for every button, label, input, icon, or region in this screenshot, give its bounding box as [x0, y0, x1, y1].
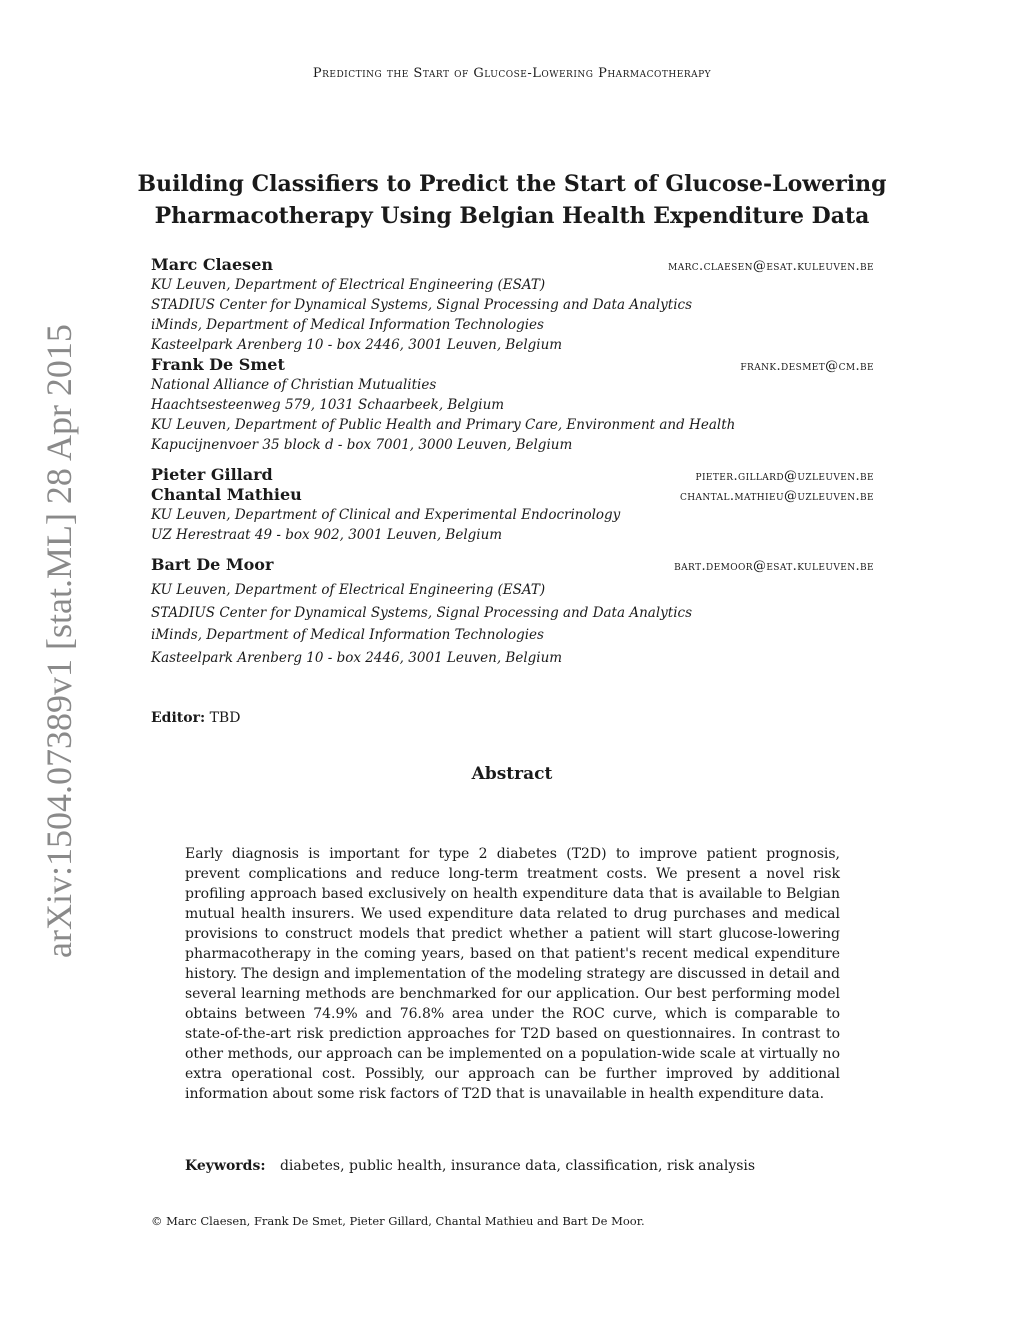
author-row — [151, 465, 874, 485]
abstract-text: Early diagnosis is important for type 2 diabetes (T2D) to improve patient prognosis, prevent complications and reduce long-term treatment costs. We present a novel risk profiling approach based exclusively on health expenditure data that is available to Belgian mutual health insurers. We used expenditure data related to drug purchases and medical provisions to construct models that predict whether a patient will start glucose-lowering pharmacotherapy in the coming years, based on that patient's recent medical expenditure history. The design and implementation of the modeling strategy are discussed in detail and several learning methods are benchmarked for our application. Our best performing model obtains between 74.9% and 76.8% area under the ROC curve, which is comparable to state-of-the-art risk prediction approaches for T2D based on questionnaires. In contrast to other methods, our approach can be implemented on a population-wide scale at virtually no extra operational cost. Possibly, our approach can be further improved by additional information about some risk factors of T2D that is unavailable in health expenditure data. — [185, 846, 840, 1102]
affiliation-line: UZ Herestraat 49 - box 902, 3001 Leuven, Belgium — [151, 527, 503, 543]
author-email[interactable]: marc.claesen@esat.kuleuven.be — [668, 259, 874, 274]
title-line: Pharmacotherapy Using Belgian Health Expenditure Data — [154, 203, 870, 229]
author-email[interactable]: pieter.gillard@uzleuven.be — [695, 469, 874, 484]
affiliation-line: Kasteelpark Arenberg 10 - box 2446, 3001 Leuven, Belgium — [151, 649, 563, 666]
affiliation-line: KU Leuven, Department of Electrical Engineering (ESAT) — [151, 582, 546, 598]
affiliation-line: KU Leuven, Department of Public Health and Primary Care, Environment and Health — [151, 417, 736, 433]
affiliation-line: iMinds, Department of Medical Information Technologies — [151, 627, 544, 643]
arxiv-stamp: arXiv:1504.07389v1 [stat.ML] 28 Apr 2015 — [39, 324, 79, 958]
author-row — [151, 485, 874, 505]
author-row — [151, 555, 874, 579]
copyright-notice: © Marc Claesen, Frank De Smet, Pieter Gillard, Chantal Mathieu and Bart De Moor. — [151, 1214, 645, 1228]
affiliation-line: Kapucijnenvoer 35 block d - box 7001, 3000 Leuven, Belgium — [151, 437, 573, 453]
author-email[interactable]: frank.desmet@cm.be — [740, 359, 874, 374]
author-block — [151, 255, 874, 669]
affiliation-line: Kasteelpark Arenberg 10 - box 2446, 3001 Leuven, Belgium — [151, 337, 563, 353]
abstract-heading: Abstract — [471, 764, 553, 784]
author-name: Frank De Smet — [151, 355, 285, 374]
author-name: Chantal Mathieu — [151, 485, 302, 504]
running-head: Predicting the Start of Glucose-Lowering Pharmacotherapy — [312, 66, 712, 81]
editor-label: Editor: — [151, 710, 206, 726]
editor-value: TBD — [209, 710, 241, 726]
affiliation-line: iMinds, Department of Medical Information Technologies — [151, 317, 544, 333]
affiliation-line: STADIUS Center for Dynamical Systems, Signal Processing and Data Analytics — [151, 297, 692, 313]
author-email[interactable]: bart.demoor@esat.kuleuven.be — [674, 559, 874, 574]
affiliation-line: KU Leuven, Department of Electrical Engineering (ESAT) — [151, 277, 546, 293]
affiliation-line: KU Leuven, Department of Clinical and Experimental Endocrinology — [151, 507, 621, 523]
paper-title — [120, 168, 904, 232]
author-name: Bart De Moor — [151, 555, 274, 574]
affiliation-line: Haachtsesteenweg 579, 1031 Schaarbeek, Belgium — [151, 397, 505, 413]
editor-line — [151, 710, 240, 726]
author-row — [151, 355, 874, 375]
keywords-label: Keywords: — [185, 1158, 266, 1174]
author-name: Pieter Gillard — [151, 465, 273, 484]
author-email[interactable]: chantal.mathieu@uzleuven.be — [679, 489, 874, 504]
title-line: Building Classifiers to Predict the Start of Glucose-Lowering — [137, 171, 887, 197]
keywords-value: diabetes, public health, insurance data, classification, risk analysis — [279, 1158, 756, 1174]
affiliation-line: STADIUS Center for Dynamical Systems, Signal Processing and Data Analytics — [151, 604, 692, 621]
affiliation-line: National Alliance of Christian Mutualities — [151, 377, 437, 393]
keywords-line — [185, 1158, 755, 1174]
author-row — [151, 255, 874, 275]
author-name: Marc Claesen — [151, 255, 273, 274]
